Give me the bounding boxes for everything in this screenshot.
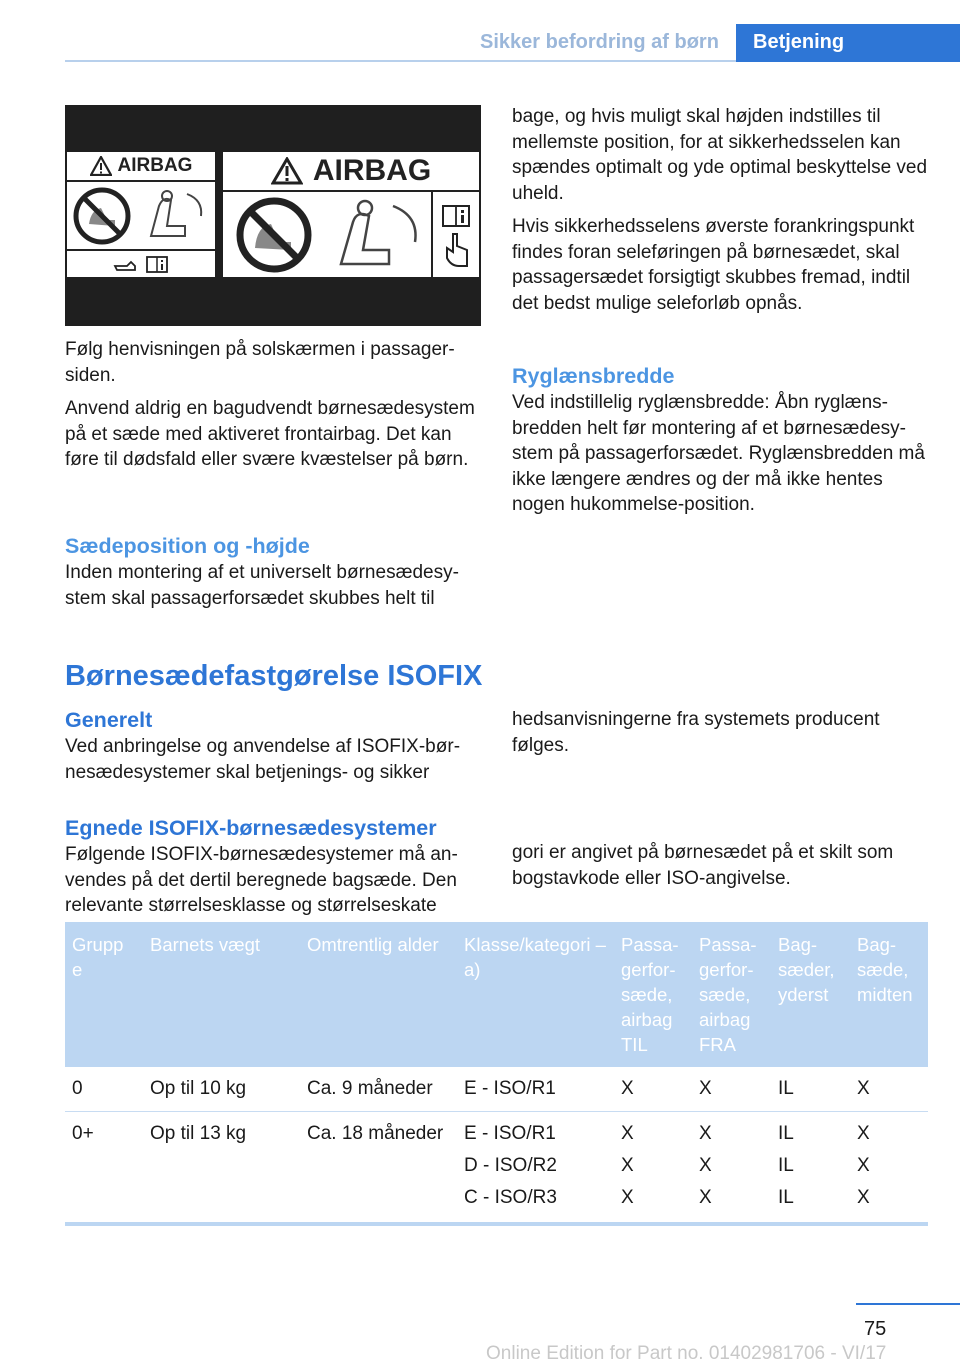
header-section-title: Sikker befordring af børn (480, 31, 719, 53)
backrest-width-section (512, 362, 932, 518)
table-cell-line: IL (778, 1155, 794, 1176)
table-cell: 0 (65, 1067, 143, 1112)
right-column-top (512, 104, 932, 316)
seat-position-heading: Sædeposition og -højde (65, 534, 310, 558)
airbag-label-small-text: AIRBAG (117, 155, 193, 176)
isofix-suitable-heading: Egnede ISOFIX-børnesædesystemer (65, 816, 437, 840)
table-row (65, 1067, 928, 1112)
seat-position-continued-text: bage, og hvis muligt skal højden indstilles til mellemste position, for at sikkerhedsselen kan spændes optimalt og yde optimal beskyttelse ved uheld. (512, 106, 928, 204)
isofix-general-section (65, 706, 481, 785)
isofix-general-text-left: Ved anbringelse og anvendelse af ISOFIX-børnesædesystemer skal betjenings- og sikker (65, 736, 461, 783)
table-cell: Op til 10 kg (143, 1067, 300, 1112)
table-cell-stack (457, 1112, 614, 1225)
isofix-suitable-right (512, 840, 932, 891)
table-cell-stack (614, 1112, 692, 1225)
table-cell-line: X (699, 1187, 712, 1208)
table-cell-line: X (621, 1155, 634, 1176)
table-cell: X (850, 1067, 928, 1112)
isofix-suitable-text-left: Følgende ISOFIX-børnesædesystemer må anvendes på det dertil beregnede bagsæde. Den relevante størrelsesklasse og størrelseskate (65, 844, 458, 916)
backrest-width-text: Ved indstillelig ryglænsbredde: Åbn ryglænsbredden helt før montering af et børnesædesystem på passagerforsædet. Ryglænsbredden må ikke længere ændres og der må ikke hentes nogen hukommelse-position. (512, 392, 925, 515)
airbag-label-large-text: AIRBAG (312, 154, 432, 187)
table-cell-line: X (621, 1187, 634, 1208)
table-header-cell: Omtrentlig alder (300, 922, 457, 1067)
header-chapter-title: Betjening (753, 31, 845, 53)
belt-anchor-text: Hvis sikkerhedsselens øverste forankringspunkt findes foran seleføringen på børnesædet, skal passagersædet forsigtigt skubbes fremad, indtil det bedst mulige seleforløb opnås. (512, 216, 915, 314)
table-header-row (65, 922, 928, 1067)
airbag-warning-label-image (65, 105, 481, 326)
table-cell-line: C - ISO/R3 (464, 1187, 557, 1208)
page-number-rule (856, 1303, 960, 1305)
table-cell-line: IL (778, 1187, 794, 1208)
table-header-cell: Bagsæde, midten (850, 922, 928, 1067)
table-cell-line: X (857, 1123, 870, 1144)
no-rear-facing-seat-icon (229, 196, 319, 274)
table-cell: IL (771, 1067, 850, 1112)
isofix-suitable-text-right: gori er angivet på børnesædet på et skilt som bogstavkode eller ISO-angivelse. (512, 842, 894, 889)
table-cell: X (614, 1067, 692, 1112)
table-cell-stack (692, 1112, 771, 1225)
table-cell-line: D - ISO/R2 (464, 1155, 557, 1176)
table-row (65, 1112, 928, 1225)
table-cell-line: X (857, 1155, 870, 1176)
table-header-cell: Passagerforsæde, airbag TIL (614, 922, 692, 1067)
table-header-cell: Klasse/kategori – a) (457, 922, 614, 1067)
isofix-general-text-right: hedsanvisningerne fra systemets producent følges. (512, 709, 880, 756)
book-hand-icon (437, 204, 475, 270)
table-cell-stack (771, 1112, 850, 1225)
isofix-general-right (512, 707, 932, 758)
airbag-caption: Følg henvisningen på solskærmen i passagersiden. (65, 339, 455, 386)
table-header-cell: Passagerforsæde, airbag FRA (692, 922, 771, 1067)
table-cell-line: X (699, 1123, 712, 1144)
table-cell: X (692, 1067, 771, 1112)
airbag-label-large (223, 152, 479, 277)
table-cell-line: X (857, 1187, 870, 1208)
seat-airbag-icon (141, 186, 211, 244)
footer-edition: Online Edition for Part no. 01402981706 - VI/17 (486, 1343, 887, 1364)
table-cell-line: IL (778, 1123, 794, 1144)
airbag-label-small (67, 152, 215, 277)
table-cell-stack (850, 1112, 928, 1225)
table-cell-line: E - ISO/R1 (464, 1123, 556, 1144)
seat-airbag-icon (327, 196, 427, 274)
seat-position-section (65, 532, 481, 611)
backrest-width-heading: Ryglænsbredde (512, 364, 675, 388)
table-header-cell: Barnets vægt (143, 922, 300, 1067)
isofix-main-heading: Børnesædefastgørelse ISOFIX (65, 660, 483, 692)
pointing-hand-book-icon (113, 254, 173, 274)
warning-triangle-icon (271, 157, 303, 185)
table-header-cell: Grupp e (65, 922, 143, 1067)
table-cell-line: X (621, 1123, 634, 1144)
table-cell: E - ISO/R1 (457, 1067, 614, 1112)
table-cell: Op til 13 kg (143, 1112, 300, 1225)
isofix-suitable-section (65, 814, 505, 919)
warning-triangle-icon (90, 156, 112, 176)
no-rear-facing-seat-icon (71, 186, 133, 246)
page-number: 75 (864, 1318, 887, 1340)
table-header-cell: Bagsæder, yderst (771, 922, 850, 1067)
table-cell: Ca. 9 måneder (300, 1067, 457, 1112)
seat-position-text: Inden montering af et universelt børnesædesystem skal passagerforsædet skubbes helt til (65, 562, 459, 609)
table-cell: Ca. 18 måneder (300, 1112, 457, 1225)
airbag-warning-text: Anvend aldrig en bagudvendt børnesædesystem på et sæde med aktiveret frontairbag. Det kan føre til dødsfald eller svære kvæstelser på børn. (65, 398, 475, 470)
isofix-general-heading: Generelt (65, 708, 153, 732)
isofix-seat-table (65, 922, 928, 1226)
left-column-top (65, 337, 481, 473)
table-cell: 0+ (65, 1112, 143, 1225)
table-cell-line: X (699, 1155, 712, 1176)
